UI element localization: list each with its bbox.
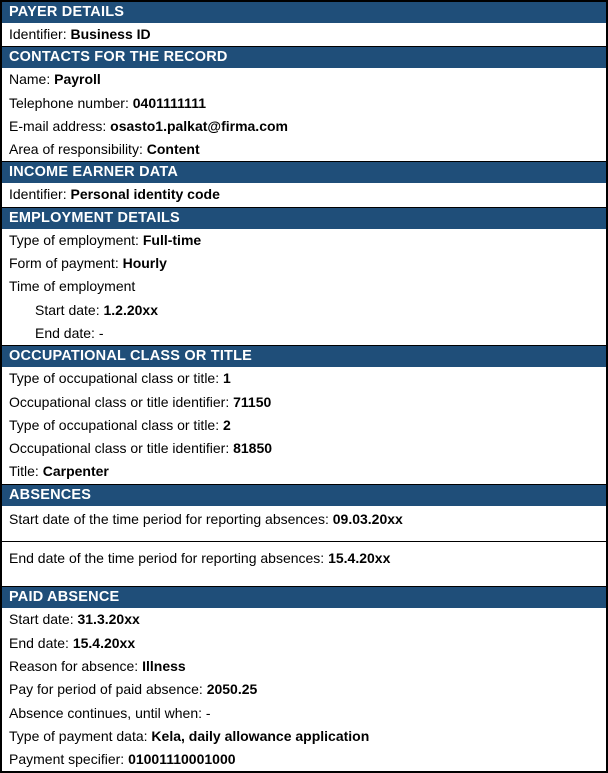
field-label: Start date of the time period for reporting absences:: [9, 510, 333, 527]
field-label: Start date:: [35, 301, 104, 318]
field-value: 31.3.20xx: [77, 611, 140, 628]
field-label: Reason for absence:: [9, 657, 143, 674]
field-label: End date:: [9, 634, 73, 651]
section-header-occupational: [2, 346, 606, 367]
field-label: Type of employment:: [9, 231, 143, 248]
field-value: Full-time: [142, 231, 202, 248]
field-row: [9, 547, 599, 570]
field-value: Payroll: [54, 71, 101, 88]
field-label: Name:: [9, 71, 55, 88]
income-earner-cell: [2, 183, 606, 207]
section-title: CONTACTS FOR THE RECORD: [9, 49, 228, 66]
field-label: Type of occupational class or title:: [9, 370, 223, 387]
field-value: 1.2.20xx: [103, 301, 158, 318]
field-row: [9, 508, 599, 531]
field-row: [9, 229, 599, 252]
field-value: Content: [146, 141, 200, 158]
field-row: [9, 183, 599, 206]
field-row: [9, 460, 599, 483]
field-row: [9, 23, 599, 46]
section-title: EMPLOYMENT DETAILS: [9, 209, 180, 226]
field-value: Personal identity code: [70, 186, 220, 203]
field-row: [9, 367, 599, 390]
field-value: -: [98, 324, 104, 341]
field-label: Type of payment data:: [9, 727, 152, 744]
field-row: [9, 608, 599, 631]
section-header-paid-absence: [2, 587, 606, 608]
field-row: [9, 92, 599, 115]
field-value: 2: [223, 416, 231, 433]
field-label: Identifier:: [9, 186, 71, 203]
field-row: [9, 702, 599, 725]
absences-end-cell: [2, 542, 606, 587]
field-row: [9, 725, 599, 748]
field-label: Telephone number:: [9, 94, 133, 111]
field-row: [9, 252, 599, 275]
section-header-contacts: [2, 47, 606, 68]
section-title: OCCUPATIONAL CLASS OR TITLE: [9, 348, 253, 365]
field-row: [9, 138, 599, 161]
field-row: [9, 748, 599, 771]
field-value: 09.03.20xx: [332, 510, 403, 527]
field-row: [35, 322, 599, 345]
field-value: 1: [223, 370, 231, 387]
field-value: Kela, daily allowance application: [151, 727, 370, 744]
section-header-absences: [2, 485, 606, 506]
field-value: Business ID: [70, 26, 151, 42]
field-value: 81850: [233, 440, 273, 457]
field-label: Occupational class or title identifier:: [9, 440, 234, 457]
paid-absence-cell: [2, 608, 606, 771]
field-label: Identifier:: [9, 26, 71, 42]
field-value: osasto1.palkat@firma.com: [110, 117, 288, 134]
absences-start-cell: [2, 506, 606, 542]
section-title: INCOME EARNER DATA: [9, 164, 179, 181]
field-value: 71150: [233, 393, 272, 410]
field-value: Hourly: [122, 255, 167, 272]
field-value: 01001110001000: [128, 751, 236, 768]
field-row: [9, 437, 599, 460]
field-value: Carpenter: [42, 463, 109, 480]
field-value: 15.4.20xx: [72, 634, 136, 651]
occupational-cell: [2, 367, 606, 484]
field-row: [9, 655, 599, 678]
field-row: [9, 115, 599, 138]
field-label: Payment specifier:: [9, 751, 129, 768]
field-value: Illness: [142, 657, 186, 674]
section-header-income-earner: [2, 162, 606, 183]
field-label: Time of employment: [9, 278, 136, 295]
field-value: 2050.25: [206, 681, 258, 698]
field-label: Occupational class or title identifier:: [9, 393, 234, 410]
contacts-cell: [2, 68, 606, 162]
field-label: Pay for period of paid absence:: [9, 681, 207, 698]
section-title: PAYER DETAILS: [9, 4, 125, 20]
field-row: [9, 678, 599, 701]
field-label: Absence continues, until when:: [9, 704, 206, 721]
field-label: Area of responsibility:: [9, 141, 147, 158]
field-row: [9, 414, 599, 437]
field-label: Start date:: [9, 611, 78, 628]
section-header-employment: [2, 208, 606, 229]
employment-cell: [2, 229, 606, 346]
section-header-payer-details: [2, 2, 606, 23]
field-row: [9, 632, 599, 655]
field-label: End date of the time period for reporting absences:: [9, 550, 329, 567]
field-value: 0401111111: [132, 94, 206, 111]
field-label: Form of payment:: [9, 255, 123, 272]
field-row: [9, 391, 599, 414]
field-label: End date:: [35, 324, 99, 341]
section-title: PAID ABSENCE: [9, 589, 120, 606]
field-label: E-mail address:: [9, 117, 111, 134]
section-title: ABSENCES: [9, 486, 92, 503]
field-row: [9, 275, 599, 298]
field-row: [35, 299, 599, 322]
field-value: -: [205, 704, 211, 721]
field-value: 15.4.20xx: [328, 550, 391, 567]
payer-details-cell: [2, 23, 606, 47]
field-label: Title:: [9, 463, 43, 480]
field-row: [9, 68, 599, 91]
field-label: Type of occupational class or title:: [9, 416, 223, 433]
